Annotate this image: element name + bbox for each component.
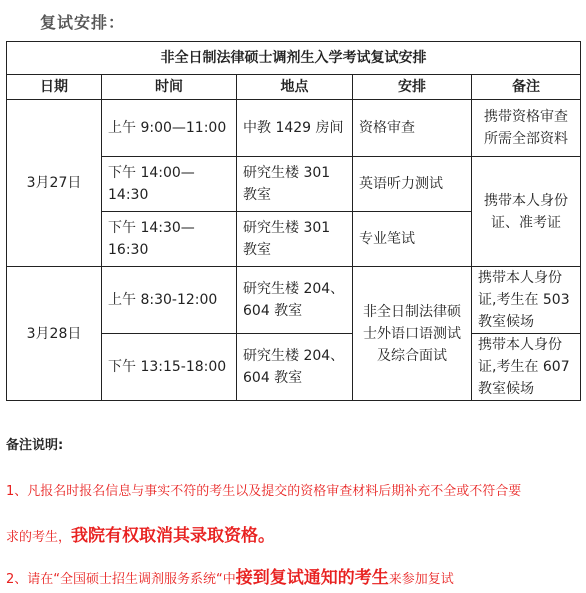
note-item-2 bbox=[6, 563, 454, 588]
table-row bbox=[7, 100, 581, 157]
header-arrangement: 安排 bbox=[353, 75, 472, 100]
arrangement-cell: 资格审查 bbox=[353, 100, 472, 157]
time-cell: 下午 14:00—14:30 bbox=[102, 157, 237, 212]
schedule-table bbox=[6, 41, 581, 401]
section-title: 复试安排： bbox=[40, 13, 126, 32]
table-caption-row bbox=[7, 42, 581, 75]
note-item-1-line-2 bbox=[6, 521, 275, 546]
header-remark: 备注 bbox=[472, 75, 581, 100]
table-caption: 非全日制法律硕士调剂生入学考试复试安排 bbox=[7, 42, 581, 75]
date-cell: 3月27日 bbox=[7, 100, 102, 267]
note-item-1-emphasis: 我院有权取消其录取资格。 bbox=[71, 526, 276, 546]
header-date: 日期 bbox=[7, 75, 102, 100]
note-item-1-line-1: 1、凡报名时报名信息与事实不符的考生以及提交的资格审查材料后期补充不全或不符合要 bbox=[6, 484, 522, 499]
place-cell: 研究生楼 204、604 教室 bbox=[237, 334, 353, 401]
notes-title: 备注说明: bbox=[6, 438, 64, 453]
date-cell: 3月28日 bbox=[7, 267, 102, 401]
remark-cell: 携带本人身份证,考生在 607 教室候场 bbox=[472, 334, 581, 401]
note-item-2-suffix: 来参加复试 bbox=[388, 572, 454, 587]
time-cell: 下午 14:30—16:30 bbox=[102, 212, 237, 267]
table-row bbox=[7, 267, 581, 334]
place-cell: 研究生楼 204、604 教室 bbox=[237, 267, 353, 334]
remark-cell: 携带本人身份证、准考证 bbox=[472, 157, 581, 267]
arrangement-cell: 英语听力测试 bbox=[353, 157, 472, 212]
place-cell: 研究生楼 301 教室 bbox=[237, 212, 353, 267]
note-item-2-text: 2、请在“全国硕士招生调剂服务系统“中 bbox=[6, 572, 236, 587]
header-time: 时间 bbox=[102, 75, 237, 100]
header-place: 地点 bbox=[237, 75, 353, 100]
time-cell: 上午 9:00—11:00 bbox=[102, 100, 237, 157]
arrangement-cell: 专业笔试 bbox=[353, 212, 472, 267]
remark-cell: 携带本人身份证,考生在 503 教室候场 bbox=[472, 267, 581, 334]
place-cell: 研究生楼 301 教室 bbox=[237, 157, 353, 212]
note-item-1-text: 求的考生， bbox=[6, 530, 72, 545]
arrangement-cell: 非全日制法律硕士外语口语测试及综合面试 bbox=[353, 267, 472, 401]
time-cell: 下午 13:15-18:00 bbox=[102, 334, 237, 401]
note-item-2-emphasis: 接到复试通知的考生 bbox=[235, 568, 389, 588]
place-cell: 中教 1429 房间 bbox=[237, 100, 353, 157]
remark-cell: 携带资格审查所需全部资料 bbox=[472, 100, 581, 157]
table-header-row bbox=[7, 75, 581, 100]
time-cell: 上午 8:30-12:00 bbox=[102, 267, 237, 334]
